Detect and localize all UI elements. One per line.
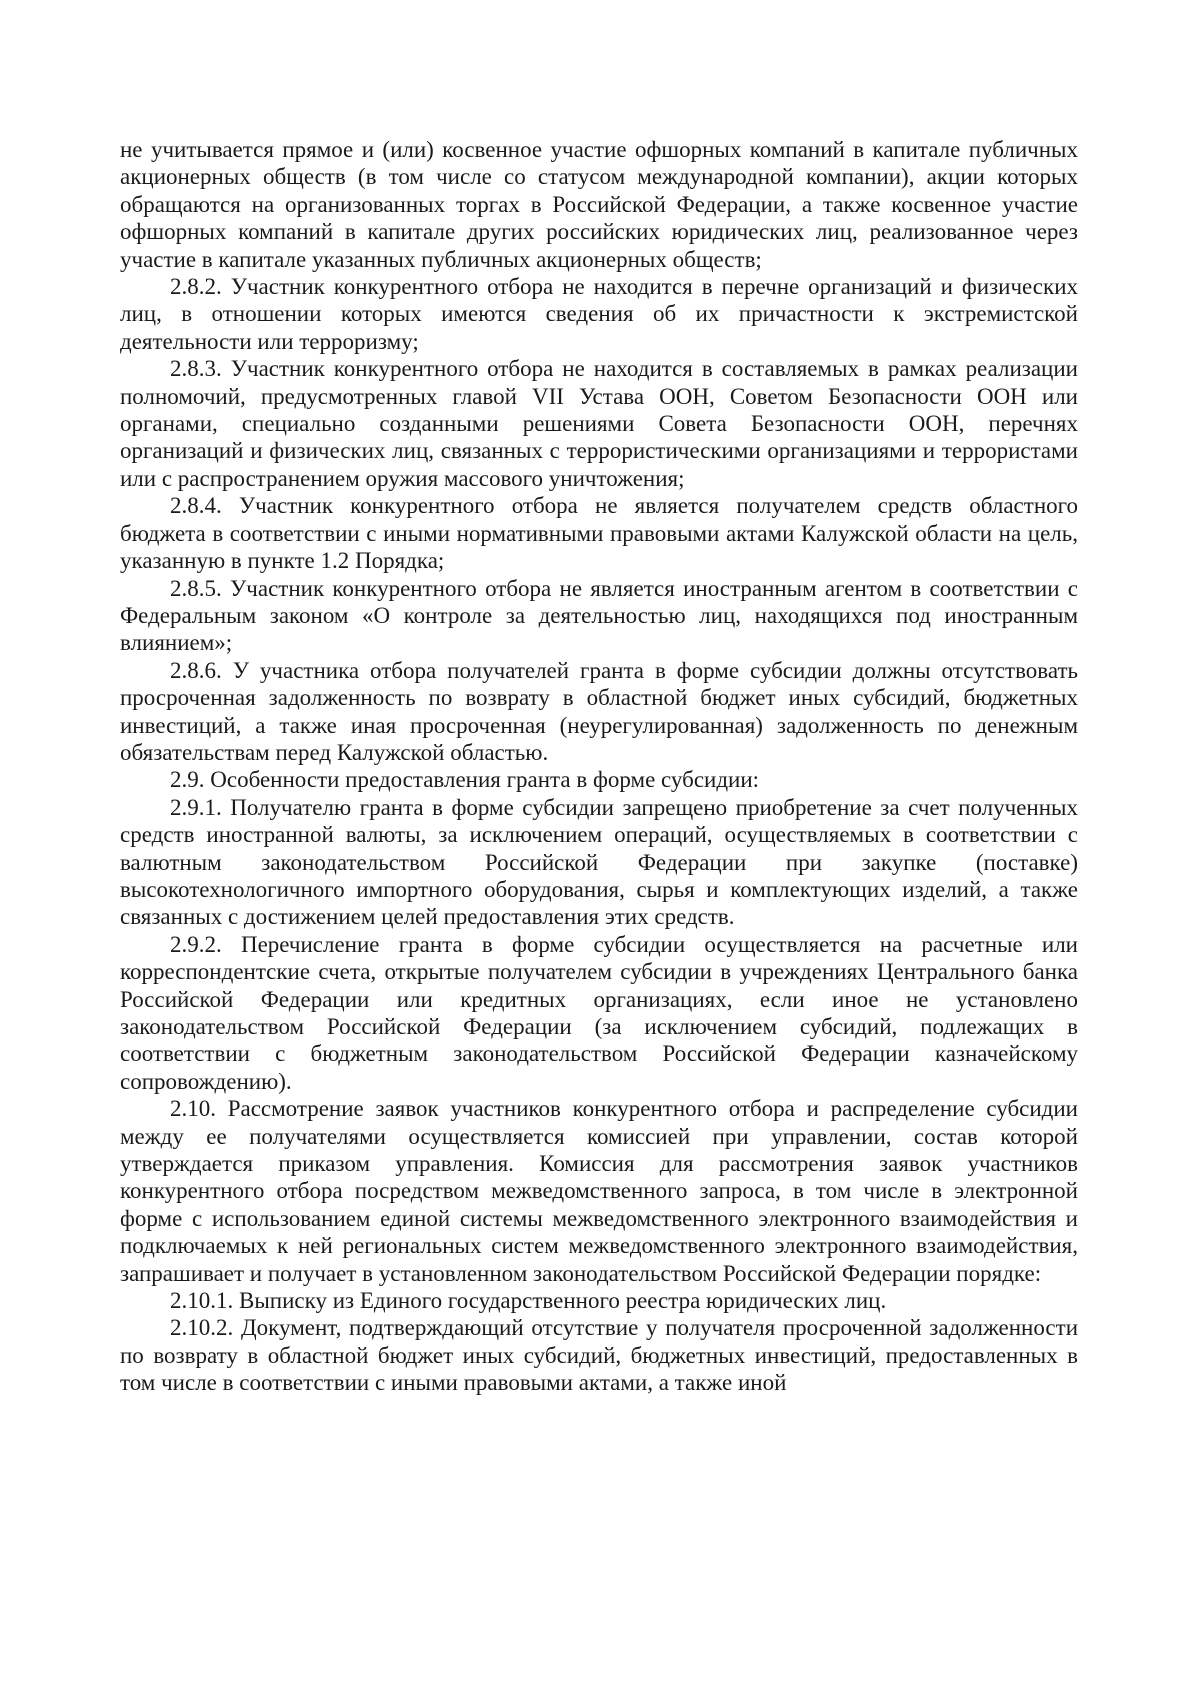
paragraph-2-10: 2.10. Рассмотрение заявок участников конкурентного отбора и распределение субсидии между ее получателями осуществляется комиссией при управлении, состав которой утверждается приказом управления. Комиссия для рассмотрения заявок участников конкурентного отбора посредством межведомственного запроса, в том числе в электронной форме с использованием единой системы межведомственного электронного взаимодействия и подключаемых к ней региональных систем межведомственного электронного взаимодействия, запрашивает и получает в установленном законодательством Российской Федерации порядке:	[120, 1096, 1078, 1286]
paragraph-2-8-6: 2.8.6. У участника отбора получателей гранта в форме субсидии должны отсутствовать просроченная задолженность по возврату в областной бюджет иных субсидий, бюджетных инвестиций, а также иная просроченная (неурегулированная) задолженность по денежным обязательствам перед Калужской областью.	[120, 657, 1078, 765]
paragraph-2-9: 2.9. Особенности предоставления гранта в форме субсидии:	[170, 767, 760, 793]
paragraph-2-9-2: 2.9.2. Перечисление гранта в форме субсидии осуществляется на расчетные или корреспондентские счета, открытые получателем субсидии в учреждениях Центрального банка Российской Федерации или кредитных организациях, если иное не установлено законодательством Российской Федерации (за исключением субсидий, подлежащих в соответствии с бюджетным законодательством Российской Федерации казначейскому сопровождению).	[120, 931, 1078, 1094]
paragraph-offshore-participation: не учитывается прямое и (или) косвенное участие офшорных компаний в капитале публичных акционерных обществ (в том числе со статусом международной компании), акции которых обращаются на организованных торгах в Российской Федерации, а также косвенное участие офшорных компаний в капитале других российских юридических лиц, реализованное через участие в капитале указанных публичных акционерных обществ;	[120, 137, 1078, 272]
document-page	[120, 136, 1078, 1397]
paragraph-2-10-1: 2.10.1. Выписку из Единого государственного реестра юридических лиц.	[170, 1288, 887, 1314]
paragraph-2-8-2: 2.8.2. Участник конкурентного отбора не находится в перечне организаций и физических лиц, в отношении которых имеются сведения об их причастности к экстремистской деятельности или терроризму;	[120, 274, 1078, 354]
paragraph-2-8-4: 2.8.4. Участник конкурентного отбора не является получателем средств областного бюджета в соответствии с иными нормативными правовыми актами Калужской области на цель, указанную в пункте 1.2 Порядка;	[120, 493, 1078, 574]
paragraph-2-9-1: 2.9.1. Получателю гранта в форме субсидии запрещено приобретение за счет полученных средств иностранной валюты, за исключением операций, осуществляемых в соответствии с валютным законодательством Российской Федерации при закупке (поставке) высокотехнологичного импортного оборудования, сырья и комплектующих изделий, а также связанных с достижением целей предоставления этих средств.	[120, 794, 1078, 930]
paragraph-2-10-2: 2.10.2. Документ, подтверждающий отсутствие у получателя просроченной задолженности по возврату в областной бюджет иных субсидий, бюджетных инвестиций, предоставленных в том числе в соответствии с иными правовыми актами, а также иной	[120, 1315, 1078, 1396]
paragraph-2-8-5: 2.8.5. Участник конкурентного отбора не является иностранным агентом в соответствии с Федеральным законом «О контроле за деятельностью лиц, находящихся под иностранным влиянием»;	[120, 575, 1078, 656]
paragraph-2-8-3: 2.8.3. Участник конкурентного отбора не находится в составляемых в рамках реализации полномочий, предусмотренных главой VII Устава ООН, Советом Безопасности ООН или органами, специально созданными решениями Совета Безопасности ООН, перечнях организаций и физических лиц, связанных с террористическими организациями и террористами или с распространением оружия массового уничтожения;	[120, 356, 1078, 491]
